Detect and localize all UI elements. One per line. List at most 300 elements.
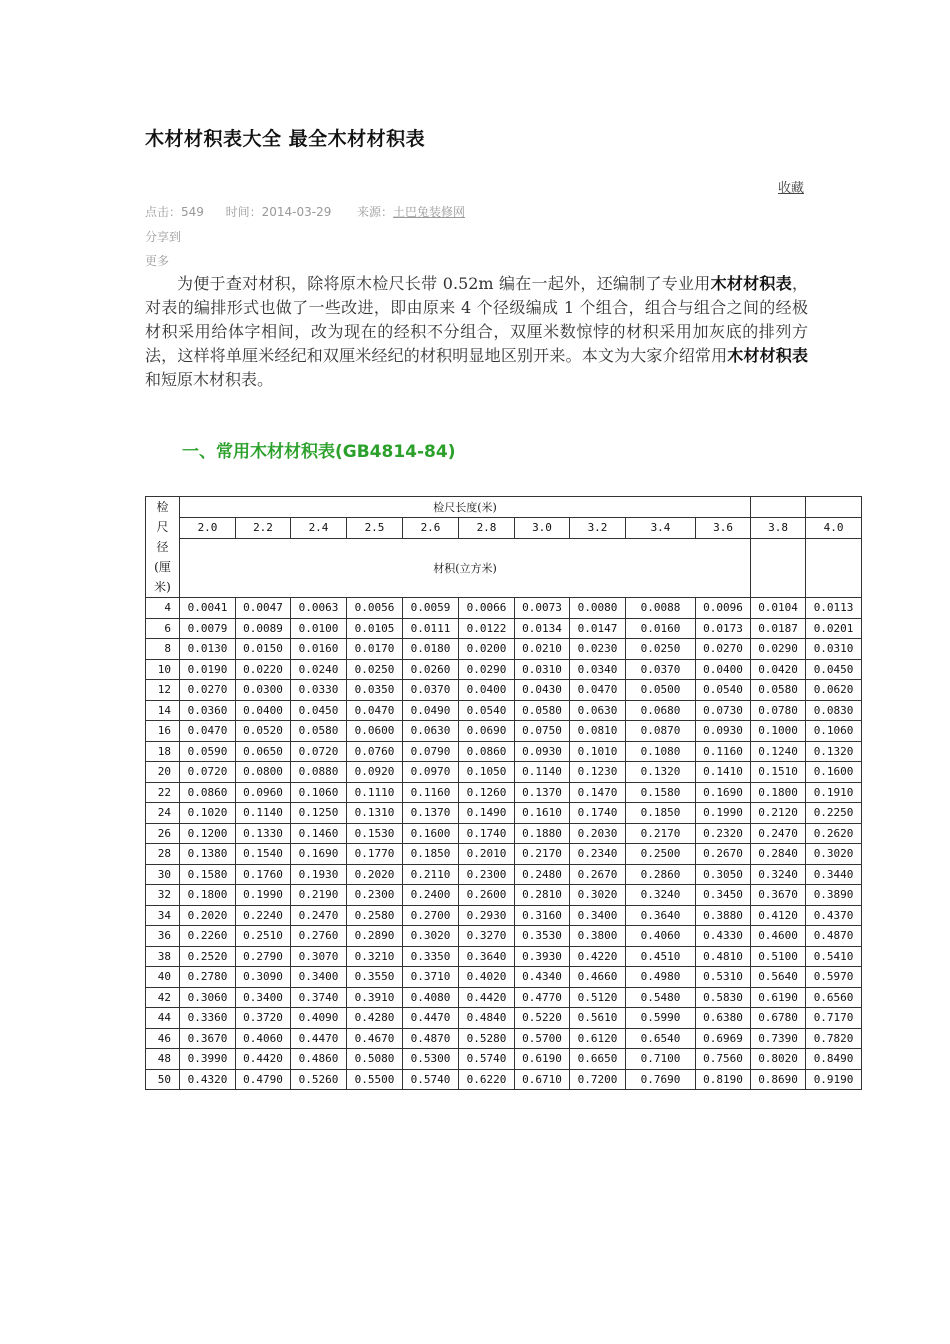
- volume-cell: 0.1240: [751, 741, 806, 762]
- volume-cell: 0.1540: [236, 844, 291, 865]
- volume-cell: 0.2890: [347, 926, 403, 947]
- volume-cell: 0.0690: [459, 721, 515, 742]
- volume-cell: 0.4790: [236, 1069, 291, 1090]
- volume-cell: 0.4090: [291, 1008, 347, 1029]
- diameter-cell: 44: [146, 1008, 180, 1029]
- volume-cell: 0.0880: [291, 762, 347, 783]
- volume-cell: 0.2480: [515, 864, 570, 885]
- volume-cell: 0.0720: [180, 762, 236, 783]
- table-row: [146, 639, 862, 660]
- volume-cell: 0.4470: [291, 1028, 347, 1049]
- volume-cell: 0.1470: [570, 782, 626, 803]
- volume-cell: 0.3070: [291, 946, 347, 967]
- volume-cell: 0.3720: [236, 1008, 291, 1029]
- volume-cell: 0.0860: [180, 782, 236, 803]
- volume-cell: 0.0580: [751, 680, 806, 701]
- volume-cell: 0.2260: [180, 926, 236, 947]
- volume-cell: 0.3350: [403, 946, 459, 967]
- volume-cell: 0.0113: [806, 598, 862, 619]
- volume-cell: 0.2580: [347, 905, 403, 926]
- empty-header-cell: [751, 538, 806, 597]
- volume-cell: 0.0650: [236, 741, 291, 762]
- clicks-count: 549: [181, 205, 204, 219]
- volume-cell: 0.1690: [291, 844, 347, 865]
- volume-cell: 0.3020: [403, 926, 459, 947]
- length-header-cell: 3.6: [696, 517, 751, 538]
- volume-cell: 0.2320: [696, 823, 751, 844]
- length-header-cell: 3.0: [515, 517, 570, 538]
- volume-cell: 0.0360: [180, 700, 236, 721]
- volume-cell: 0.5610: [570, 1008, 626, 1029]
- volume-cell: 0.3020: [570, 885, 626, 906]
- volume-cell: 0.1380: [180, 844, 236, 865]
- volume-cell: 0.4670: [347, 1028, 403, 1049]
- volume-cell: 0.6560: [806, 987, 862, 1008]
- volume-cell: 0.2840: [751, 844, 806, 865]
- volume-cell: 0.1580: [626, 782, 696, 803]
- volume-cell: 0.4980: [626, 967, 696, 988]
- volume-cell: 0.4370: [806, 905, 862, 926]
- volume-cell: 0.3440: [806, 864, 862, 885]
- volume-cell: 0.1910: [806, 782, 862, 803]
- volume-cell: 0.2470: [291, 905, 347, 926]
- article-meta: [145, 203, 465, 220]
- table-row: [146, 659, 862, 680]
- volume-cell: 0.0190: [180, 659, 236, 680]
- volume-cell: 0.2400: [403, 885, 459, 906]
- volume-cell: 0.0450: [291, 700, 347, 721]
- volume-cell: 0.1530: [347, 823, 403, 844]
- volume-cell: 0.1610: [515, 803, 570, 824]
- volume-cell: 0.3880: [696, 905, 751, 926]
- table-row: [146, 905, 862, 926]
- volume-cell: 0.0630: [570, 700, 626, 721]
- length-header-cell: 2.4: [291, 517, 347, 538]
- volume-cell: 0.2110: [403, 864, 459, 885]
- volume-cell: 0.1000: [751, 721, 806, 742]
- volume-cell: 0.7820: [806, 1028, 862, 1049]
- volume-cell: 0.0760: [347, 741, 403, 762]
- volume-cell: 0.8190: [696, 1069, 751, 1090]
- diameter-cell: 6: [146, 618, 180, 639]
- volume-cell: 0.4860: [291, 1049, 347, 1070]
- volume-cell: 0.1850: [403, 844, 459, 865]
- volume-cell: 0.0400: [696, 659, 751, 680]
- volume-cell: 0.1020: [180, 803, 236, 824]
- volume-cell: 0.6650: [570, 1049, 626, 1070]
- volume-cell: 0.1850: [626, 803, 696, 824]
- volume-cell: 0.3020: [806, 844, 862, 865]
- volume-cell: 0.2860: [626, 864, 696, 885]
- volume-cell: 0.2620: [806, 823, 862, 844]
- volume-cell: 0.0260: [403, 659, 459, 680]
- volume-cell: 0.0041: [180, 598, 236, 619]
- volume-cell: 0.6969: [696, 1028, 751, 1049]
- volume-cell: 0.3910: [347, 987, 403, 1008]
- volume-cell: 0.2240: [236, 905, 291, 926]
- volume-cell: 0.0066: [459, 598, 515, 619]
- volume-cell: 0.4770: [515, 987, 570, 1008]
- volume-header: 材积(立方米): [180, 538, 751, 597]
- diameter-cell: 4: [146, 598, 180, 619]
- diameter-cell: 34: [146, 905, 180, 926]
- volume-cell: 0.5220: [515, 1008, 570, 1029]
- volume-cell: 0.1370: [403, 803, 459, 824]
- volume-cell: 0.3890: [806, 885, 862, 906]
- volume-cell: 0.4330: [696, 926, 751, 947]
- volume-cell: 0.0810: [570, 721, 626, 742]
- diameter-header-char: 尺: [156, 520, 169, 534]
- volume-cell: 0.2190: [291, 885, 347, 906]
- diameter-cell: 20: [146, 762, 180, 783]
- volume-cell: 0.1990: [236, 885, 291, 906]
- volume-cell: 0.0540: [459, 700, 515, 721]
- length-header-cell: 3.8: [751, 517, 806, 538]
- volume-cell: 0.0330: [291, 680, 347, 701]
- volume-cell: 0.3670: [751, 885, 806, 906]
- volume-cell: 0.3400: [291, 967, 347, 988]
- volume-cell: 0.6540: [626, 1028, 696, 1049]
- volume-cell: 0.0290: [751, 639, 806, 660]
- volume-cell: 0.1410: [696, 762, 751, 783]
- volume-cell: 0.3800: [570, 926, 626, 947]
- volume-cell: 0.0130: [180, 639, 236, 660]
- table-row: [146, 864, 862, 885]
- volume-cell: 0.0170: [347, 639, 403, 660]
- volume-cell: 0.4080: [403, 987, 459, 1008]
- volume-cell: 0.4420: [236, 1049, 291, 1070]
- volume-cell: 0.0970: [403, 762, 459, 783]
- diameter-cell: 36: [146, 926, 180, 947]
- volume-unit-row: [146, 538, 862, 597]
- volume-cell: 0.4220: [570, 946, 626, 967]
- table-header-row: [146, 497, 862, 518]
- volume-cell: 0.0370: [626, 659, 696, 680]
- volume-cell: 0.4020: [459, 967, 515, 988]
- volume-cell: 0.5830: [696, 987, 751, 1008]
- volume-cell: 0.4340: [515, 967, 570, 988]
- volume-cell: 0.2520: [180, 946, 236, 967]
- volume-cell: 0.0830: [806, 700, 862, 721]
- diameter-cell: 38: [146, 946, 180, 967]
- volume-cell: 0.4470: [403, 1008, 459, 1029]
- volume-cell: 0.5990: [626, 1008, 696, 1029]
- diameter-cell: 28: [146, 844, 180, 865]
- volume-cell: 0.0470: [180, 721, 236, 742]
- volume-cell: 0.5500: [347, 1069, 403, 1090]
- volume-cell: 0.0750: [515, 721, 570, 742]
- source-link[interactable]: 土巴兔装修网: [393, 205, 466, 219]
- volume-cell: 0.6710: [515, 1069, 570, 1090]
- volume-cell: 0.0063: [291, 598, 347, 619]
- length-header-cell: 2.5: [347, 517, 403, 538]
- empty-header-cell: [751, 497, 806, 518]
- volume-cell: 0.9190: [806, 1069, 862, 1090]
- empty-header-cell: [806, 538, 862, 597]
- volume-cell: 0.5480: [626, 987, 696, 1008]
- diameter-cell: 12: [146, 680, 180, 701]
- volume-cell: 0.0100: [291, 618, 347, 639]
- volume-cell: 0.1260: [459, 782, 515, 803]
- length-header-cell: 2.0: [180, 517, 236, 538]
- diameter-cell: 10: [146, 659, 180, 680]
- volume-cell: 0.0056: [347, 598, 403, 619]
- volume-cell: 0.2700: [403, 905, 459, 926]
- diameter-cell: 48: [146, 1049, 180, 1070]
- volume-cell: 0.2670: [570, 864, 626, 885]
- table-row: [146, 1049, 862, 1070]
- volume-cell: 0.0400: [459, 680, 515, 701]
- volume-cell: 0.0187: [751, 618, 806, 639]
- volume-cell: 0.2790: [236, 946, 291, 967]
- diameter-cell: 14: [146, 700, 180, 721]
- volume-cell: 0.1230: [570, 762, 626, 783]
- volume-cell: 0.0630: [403, 721, 459, 742]
- volume-cell: 0.4660: [570, 967, 626, 988]
- volume-cell: 0.1050: [459, 762, 515, 783]
- volume-cell: 0.1580: [180, 864, 236, 885]
- volume-cell: 0.3640: [626, 905, 696, 926]
- volume-cell: 0.5970: [806, 967, 862, 988]
- volume-cell: 0.2470: [751, 823, 806, 844]
- length-header-cell: 2.8: [459, 517, 515, 538]
- volume-cell: 0.6380: [696, 1008, 751, 1029]
- volume-cell: 0.4510: [626, 946, 696, 967]
- diameter-cell: 18: [146, 741, 180, 762]
- diameter-cell: 26: [146, 823, 180, 844]
- volume-cell: 0.0270: [696, 639, 751, 660]
- length-values-row: [146, 517, 862, 538]
- volume-cell: 0.0200: [459, 639, 515, 660]
- volume-cell: 0.2670: [696, 844, 751, 865]
- table-row: [146, 700, 862, 721]
- volume-cell: 0.4600: [751, 926, 806, 947]
- diameter-cell: 46: [146, 1028, 180, 1049]
- volume-cell: 0.0220: [236, 659, 291, 680]
- volume-cell: 0.2300: [459, 864, 515, 885]
- length-header-cell: 3.4: [626, 517, 696, 538]
- table-row: [146, 1069, 862, 1090]
- table-row: [146, 721, 862, 742]
- volume-cell: 0.0111: [403, 618, 459, 639]
- favorite-link[interactable]: 收藏: [778, 181, 805, 196]
- volume-cell: 0.0210: [515, 639, 570, 660]
- volume-cell: 0.0240: [291, 659, 347, 680]
- volume-cell: 0.0160: [626, 618, 696, 639]
- more-label[interactable]: 更多: [145, 254, 170, 268]
- volume-cell: 0.8690: [751, 1069, 806, 1090]
- volume-cell: 0.6120: [570, 1028, 626, 1049]
- intro-keyword-2: 木材材积表: [727, 346, 808, 365]
- source-label: 来源：: [357, 205, 394, 219]
- volume-cell: 0.3240: [626, 885, 696, 906]
- volume-cell: 0.1310: [347, 803, 403, 824]
- page-title: 木材材积表大全 最全木材材积表: [145, 128, 426, 150]
- volume-cell: 0.0290: [459, 659, 515, 680]
- volume-cell: 0.3740: [291, 987, 347, 1008]
- volume-cell: 0.1690: [696, 782, 751, 803]
- length-header-cell: 2.6: [403, 517, 459, 538]
- volume-cell: 0.0201: [806, 618, 862, 639]
- volume-cell: 0.1460: [291, 823, 347, 844]
- volume-cell: 0.2170: [515, 844, 570, 865]
- volume-cell: 0.5080: [347, 1049, 403, 1070]
- volume-cell: 0.3060: [180, 987, 236, 1008]
- volume-cell: 0.0920: [347, 762, 403, 783]
- empty-header-cell: [806, 497, 862, 518]
- volume-cell: 0.1140: [236, 803, 291, 824]
- volume-cell: 0.0870: [626, 721, 696, 742]
- volume-cell: 0.1140: [515, 762, 570, 783]
- volume-cell: 0.5700: [515, 1028, 570, 1049]
- volume-cell: 0.2020: [180, 905, 236, 926]
- table-row: [146, 967, 862, 988]
- volume-cell: 0.2930: [459, 905, 515, 926]
- volume-cell: 0.3090: [236, 967, 291, 988]
- table-row: [146, 926, 862, 947]
- table-row: [146, 946, 862, 967]
- volume-cell: 0.3160: [515, 905, 570, 926]
- volume-cell: 0.4120: [751, 905, 806, 926]
- volume-cell: 0.0430: [515, 680, 570, 701]
- volume-cell: 0.1760: [236, 864, 291, 885]
- volume-cell: 0.0122: [459, 618, 515, 639]
- diameter-header-char: 检: [156, 500, 169, 514]
- volume-cell: 0.0470: [347, 700, 403, 721]
- volume-cell: 0.3400: [570, 905, 626, 926]
- volume-cell: 0.2500: [626, 844, 696, 865]
- volume-cell: 0.0420: [751, 659, 806, 680]
- volume-cell: 0.2030: [570, 823, 626, 844]
- length-header-cell: 2.2: [236, 517, 291, 538]
- volume-cell: 0.2780: [180, 967, 236, 988]
- volume-cell: 0.4810: [696, 946, 751, 967]
- volume-cell: 0.5740: [403, 1069, 459, 1090]
- volume-cell: 0.4840: [459, 1008, 515, 1029]
- volume-cell: 0.3360: [180, 1008, 236, 1029]
- intro-text-1: 为便于查对材积，除将原木检尺长带 0.52m 编在一起外，还编制了专业用: [177, 274, 711, 293]
- table-row: [146, 598, 862, 619]
- volume-cell: 0.3530: [515, 926, 570, 947]
- volume-cell: 0.0270: [180, 680, 236, 701]
- volume-cell: 0.0340: [570, 659, 626, 680]
- diameter-header-char: (厘: [154, 560, 171, 574]
- table-row: [146, 1028, 862, 1049]
- volume-cell: 0.7690: [626, 1069, 696, 1090]
- diameter-column-header: [146, 497, 180, 598]
- volume-cell: 0.4420: [459, 987, 515, 1008]
- volume-cell: 0.2020: [347, 864, 403, 885]
- volume-cell: 0.0250: [626, 639, 696, 660]
- volume-cell: 0.0160: [291, 639, 347, 660]
- diameter-cell: 22: [146, 782, 180, 803]
- volume-cell: 0.2810: [515, 885, 570, 906]
- volume-cell: 0.1320: [626, 762, 696, 783]
- diameter-header-char: 径: [156, 540, 169, 554]
- volume-cell: 0.0073: [515, 598, 570, 619]
- volume-cell: 0.5640: [751, 967, 806, 988]
- intro-keyword-1: 木材材积表: [710, 274, 792, 293]
- volume-cell: 0.0780: [751, 700, 806, 721]
- volume-cell: 0.1060: [806, 721, 862, 742]
- volume-cell: 0.0088: [626, 598, 696, 619]
- volume-cell: 0.0134: [515, 618, 570, 639]
- volume-cell: 0.4060: [236, 1028, 291, 1049]
- volume-cell: 0.3550: [347, 967, 403, 988]
- volume-cell: 0.0730: [696, 700, 751, 721]
- intro-text-2: ，对表的编排形式也做了一些改进，即由原来 4 个径级编成 1 个组合，组合与组合之间的经极材积采用给体字相间，改为现在的经积不分组合，双厘米数惊悖的材积采用加灰底的排列方法，这样将单厘米经纪和双厘米经纪的材积明显地区别开来。本文为大家介绍常用: [145, 274, 808, 365]
- diameter-cell: 30: [146, 864, 180, 885]
- diameter-cell: 40: [146, 967, 180, 988]
- volume-cell: 0.5740: [459, 1049, 515, 1070]
- volume-cell: 0.0230: [570, 639, 626, 660]
- volume-cell: 0.0180: [403, 639, 459, 660]
- volume-cell: 0.0096: [696, 598, 751, 619]
- volume-cell: 0.1320: [806, 741, 862, 762]
- volume-cell: 0.0490: [403, 700, 459, 721]
- table-row: [146, 1008, 862, 1029]
- volume-cell: 0.0800: [236, 762, 291, 783]
- volume-cell: 0.0400: [236, 700, 291, 721]
- volume-cell: 0.0080: [570, 598, 626, 619]
- diameter-cell: 50: [146, 1069, 180, 1090]
- volume-cell: 0.3270: [459, 926, 515, 947]
- volume-cell: 0.3400: [236, 987, 291, 1008]
- volume-cell: 0.1990: [696, 803, 751, 824]
- volume-cell: 0.0620: [806, 680, 862, 701]
- volume-cell: 0.5410: [806, 946, 862, 967]
- time-label: 时间：: [225, 205, 262, 219]
- volume-cell: 0.0250: [347, 659, 403, 680]
- volume-cell: 0.3450: [696, 885, 751, 906]
- volume-cell: 0.3050: [696, 864, 751, 885]
- volume-cell: 0.1800: [180, 885, 236, 906]
- volume-cell: 0.3640: [459, 946, 515, 967]
- volume-cell: 0.1600: [806, 762, 862, 783]
- volume-cell: 0.1110: [347, 782, 403, 803]
- section-heading: 一、常用木材材积表(GB4814-84): [182, 442, 456, 462]
- volume-cell: 0.1740: [570, 803, 626, 824]
- volume-cell: 0.0520: [236, 721, 291, 742]
- volume-cell: 0.1740: [459, 823, 515, 844]
- volume-cell: 0.5100: [751, 946, 806, 967]
- diameter-cell: 42: [146, 987, 180, 1008]
- volume-cell: 0.0310: [806, 639, 862, 660]
- volume-cell: 0.6190: [751, 987, 806, 1008]
- volume-cell: 0.0300: [236, 680, 291, 701]
- volume-cell: 0.5300: [403, 1049, 459, 1070]
- volume-cell: 0.2170: [626, 823, 696, 844]
- volume-cell: 0.0580: [291, 721, 347, 742]
- volume-cell: 0.2510: [236, 926, 291, 947]
- volume-cell: 0.7560: [696, 1049, 751, 1070]
- volume-cell: 0.0089: [236, 618, 291, 639]
- volume-cell: 0.0059: [403, 598, 459, 619]
- volume-cell: 0.2120: [751, 803, 806, 824]
- volume-cell: 0.7390: [751, 1028, 806, 1049]
- volume-cell: 0.7100: [626, 1049, 696, 1070]
- table-row: [146, 782, 862, 803]
- volume-cell: 0.2340: [570, 844, 626, 865]
- diameter-cell: 16: [146, 721, 180, 742]
- volume-cell: 0.6190: [515, 1049, 570, 1070]
- diameter-cell: 32: [146, 885, 180, 906]
- table-row: [146, 741, 862, 762]
- volume-cell: 0.0104: [751, 598, 806, 619]
- length-header-cell: 4.0: [806, 517, 862, 538]
- share-label[interactable]: 分享到: [145, 230, 182, 244]
- publish-time: 2014-03-29: [261, 205, 332, 219]
